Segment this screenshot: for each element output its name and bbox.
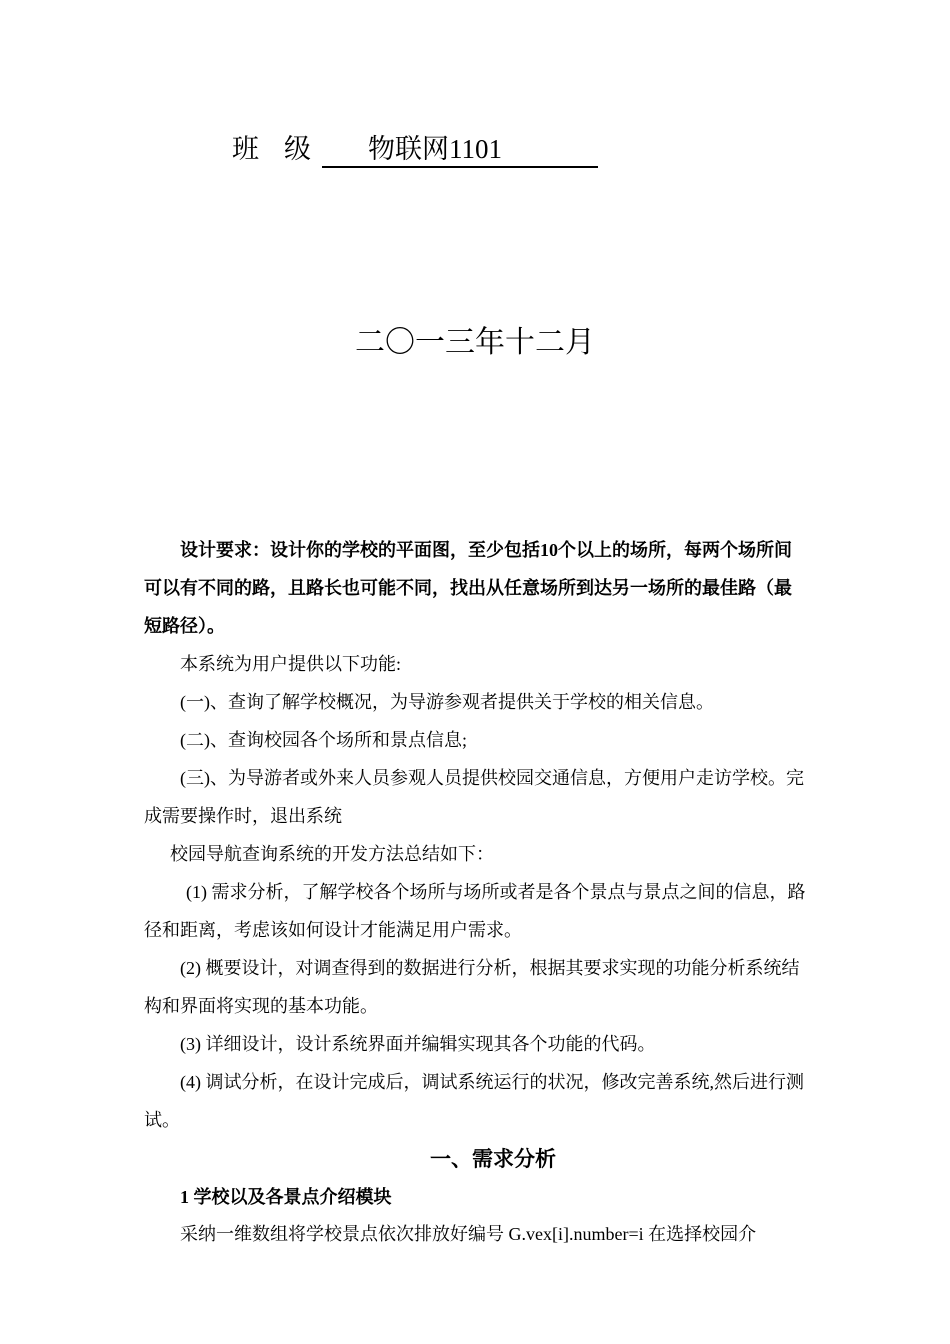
method-intro: 校园导航查询系统的开发方法总结如下： — [170, 844, 494, 864]
class-info-line — [232, 131, 598, 168]
method-step-3: (3) 详细设计，设计系统界面并编辑实现其各个功能的代码。 — [180, 1034, 656, 1054]
subsection-paragraph: 采纳一维数组将学校景点依次排放好编号 G.vex[i].number=i 在选择校园介 — [180, 1224, 757, 1244]
function-item-1: (一)、查询了解学校概况，为导游参观者提供关于学校的相关信息。 — [180, 692, 714, 712]
function-item-3: (三)、为导游者或外来人员参观人员提供校园交通信息，方便用户走访学校。完成需要操作时，退出系统 — [144, 768, 804, 826]
function-item-2: (二)、查询校园各个场所和景点信息; — [180, 730, 467, 750]
section-heading-requirements: 一、需求分析 — [430, 1147, 556, 1171]
method-step-4: (4) 调试分析，在设计完成后，调试系统运行的状况，修改完善系统,然后进行测试。 — [144, 1072, 804, 1130]
body-text — [144, 531, 806, 1253]
class-label: 班级 — [232, 134, 336, 164]
method-step-1: (1) 需求分析，了解学校各个场所与场所或者是各个景点与景点之间的信息，路径和距离，考虑该如何设计才能满足用户需求。 — [144, 882, 806, 940]
design-requirement: 设计要求：设计你的学校的平面图，至少包括10个以上的场所，每两个场所间可以有不同的路，且路长也可能不同，找出从任意场所到达另一场所的最佳路（最短路径）。 — [144, 540, 792, 636]
subsection-heading-intro-module: 1 学校以及各景点介绍模块 — [180, 1187, 392, 1207]
functions-intro: 本系统为用户提供以下功能: — [180, 654, 401, 674]
cover-date: 二〇一三年十二月 — [355, 326, 595, 359]
class-value: 物联网1101 — [322, 132, 598, 168]
method-step-2: (2) 概要设计，对调查得到的数据进行分析，根据其要求实现的功能分析系统结构和界面将实现的基本功能。 — [144, 958, 800, 1016]
